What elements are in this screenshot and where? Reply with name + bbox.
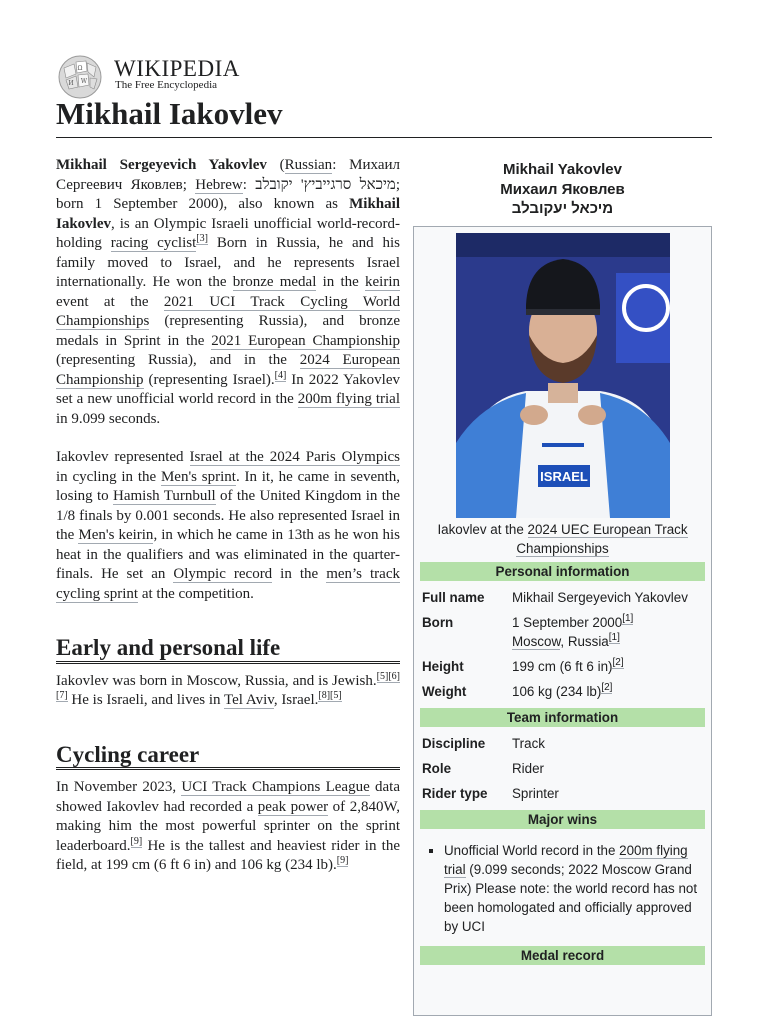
section-heading-cycling-career: Cycling career [56, 745, 400, 771]
text: Iakovlev represented [56, 449, 190, 465]
link-200m-flying-trial[interactable]: 200m flying trial [444, 842, 688, 877]
infobox-caption [430, 520, 695, 558]
value-discipline: Track [512, 735, 545, 751]
link-world-championships[interactable]: 2021 UCI Track Cycling World Championships [56, 293, 400, 329]
value-full-name: Mikhail Sergeyevich Yakovlev [512, 589, 688, 605]
infobox-row-discipline [420, 731, 705, 756]
section-heading-early-life: Early and personal life [56, 638, 400, 664]
infobox-row-role [420, 756, 705, 781]
link-mens-sprint[interactable]: Men's sprint [160, 468, 236, 485]
text: (representing Russia), and bronze medals in Sprint in the [56, 313, 400, 349]
infobox-header-major-wins: Major wins [420, 810, 705, 829]
infobox-row-full-name [420, 585, 705, 610]
text: (representing Israel). [143, 371, 275, 388]
bold-full-name: Mikhail Sergeyevich Yakovlev [56, 157, 267, 173]
text: in cycling in the [56, 468, 161, 485]
page-title: Mikhail Iakovlev [56, 96, 283, 131]
text: Iakovlev was born in Moscow, Russia, and is Jewish. [56, 672, 377, 689]
infobox-header-personal: Personal information [420, 562, 705, 581]
ref-7[interactable]: [7] [56, 690, 68, 701]
ref-3[interactable]: [3] [196, 233, 208, 244]
major-wins-list [420, 841, 705, 936]
label-full-name: Full name [422, 589, 485, 605]
link-hamish-turnbull[interactable]: Hamish Turnbull [113, 488, 216, 504]
ref-5[interactable]: [5] [330, 690, 342, 701]
text: In November 2023, [56, 779, 182, 795]
olympics-paragraph [56, 448, 400, 604]
link-euro-2024[interactable]: 2024 European Championship [56, 352, 400, 388]
infobox-row-rider-type [420, 781, 705, 806]
wikipedia-wordmark[interactable]: WIKIPEDIA [114, 56, 240, 81]
ref-5[interactable]: [5] [376, 670, 389, 682]
wikipedia-tagline: The Free Encyclopedia [115, 79, 218, 91]
infobox-photo[interactable] [456, 233, 670, 518]
text: event at the [56, 293, 164, 310]
ref-4[interactable]: [4] [274, 369, 287, 381]
link-tel-aviv[interactable]: Tel Aviv [224, 692, 274, 708]
value-height [512, 657, 705, 676]
jersey-text: ISRAEL [539, 468, 588, 484]
svg-text:И: И [68, 80, 74, 87]
infobox-header-team: Team information [420, 708, 705, 727]
born-date: 1 September 2000 [512, 614, 623, 630]
link-bronze-medal[interactable]: bronze medal [232, 274, 317, 290]
career-paragraph [56, 778, 400, 876]
ref-9[interactable]: [9] [130, 835, 143, 847]
ref-2[interactable]: [2] [601, 682, 613, 694]
ref-9[interactable]: [9] [336, 855, 349, 866]
value-role: Rider [512, 760, 544, 776]
label-discipline: Discipline [422, 735, 486, 751]
intro-paragraph: Mikhail Sergeyevich Yakovlev (Russian: Михаил Сергеевич Яковлев; Hebrew: מיכאל סרגייביץ' יקובלב; born 1 September 2000), also known as Mikhail Iakovlev, is an Olympic Israeli unofficial world-record-holding racing cyclist[3] Born in Russia, he and his family moved to Israel, and he represents Israel internationally. He won the bronze medal in the keirin event at the 2021 UCI Track Cycling World Championships (representing Russia), and bronze medals in Sprint in the 2021 European Championship (representing Russia), and in the 2024 European Championship (representing Israel).[4] In 2022 Yakovlev set a new unofficial world record in the 200m flying trial in 9.099 seconds. [56, 157, 401, 427]
link-mens-keirin[interactable]: Men's keirin [78, 527, 154, 543]
weight-text: 106 kg (234 lb) [512, 683, 602, 699]
article-body [56, 156, 400, 895]
link-200m-flying-trial[interactable]: 200m flying trial [297, 391, 400, 407]
early-life-paragraph [56, 672, 400, 711]
hebrew-name: מיכאל סרגייביץ' יקובלב [255, 176, 396, 193]
link-keirin[interactable]: keirin [365, 274, 400, 290]
text: of 2,840W, making him the most powerful sprinter on the sprint leaderboard. [56, 798, 400, 854]
link-russian[interactable]: Russian [284, 157, 333, 173]
infobox-row-height [420, 654, 705, 679]
link-olympic-record[interactable]: Olympic record [173, 566, 273, 582]
text: of the United Kingdom in the 1/8 finals by 0.001 seconds. He also represented Israel in the [56, 488, 401, 543]
ref-6[interactable]: [6] [388, 670, 400, 682]
link-euro-2021[interactable]: 2021 European Championship [211, 332, 400, 349]
ref-1[interactable]: [1] [622, 613, 634, 625]
list-item [444, 841, 705, 936]
infobox-row-born [420, 610, 705, 654]
text: Unofficial World record in the [444, 842, 620, 858]
label-role: Role [422, 760, 452, 776]
infobox-frame [413, 226, 712, 1016]
link-racing-cyclist[interactable]: racing cyclist [110, 235, 197, 251]
ref-8[interactable]: [8] [318, 690, 331, 701]
value-born [512, 613, 705, 651]
svg-text:W: W [80, 78, 88, 85]
caption-text: Iakovlev at the [437, 521, 528, 537]
link-peak-power[interactable]: peak power [257, 798, 329, 815]
label-weight: Weight [422, 683, 467, 699]
text: In 2022 Yakovlev set a new unofficial world record in the [56, 371, 400, 407]
text: in 9.099 seconds. [56, 410, 161, 427]
label-height: Height [422, 658, 464, 674]
value-weight [512, 682, 705, 701]
label-born: Born [422, 614, 454, 630]
height-text: 199 cm (6 ft 6 in) [512, 658, 613, 674]
ref-2[interactable]: [2] [612, 657, 624, 669]
text: Born in Russia, he and his family moved to Israel, and he represents Israel internationally. He won the [56, 235, 401, 290]
infobox-name-en: Mikhail Yakovlev [503, 161, 622, 178]
russian-name: Михаил Сергеевич Яковлев [56, 157, 400, 193]
text-born: ; born 1 September 2000), also known as [56, 176, 400, 212]
infobox-name-he: מיכאל יעקובלב [511, 200, 614, 217]
text: He is the tallest and heaviest rider in the field, at 199 cm (6 ft 6 in) and 106 kg (234 lb). [56, 837, 400, 873]
link-israel-paris-2024[interactable]: Israel at the 2024 Paris Olympics [189, 449, 401, 465]
link-uci-champions-league[interactable]: UCI Track Champions League [181, 779, 370, 795]
link-track-cycling-sprint[interactable]: men’s track cycling sprint [56, 566, 400, 602]
svg-text:Ω: Ω [77, 65, 83, 72]
text: . In it, he came in seventh, losing to [56, 468, 401, 504]
infobox [413, 160, 712, 1016]
bold-alias: Mikhail Iakovlev [56, 196, 400, 232]
infobox-name-ru: Михаил Яковлев [500, 180, 625, 198]
text: in the [316, 274, 365, 290]
text: at the competition. [138, 585, 254, 602]
text: in the [272, 566, 327, 582]
text: He is Israeli, and lives in [67, 692, 225, 708]
text: , is an Olympic Israeli unofficial world-record-holding [56, 215, 400, 251]
text: (representing Russia), and in the [56, 352, 300, 368]
wikipedia-globe-logo[interactable] [56, 54, 106, 100]
text: , Israel. [273, 692, 319, 708]
link-hebrew[interactable]: Hebrew [195, 176, 243, 193]
link-uec-2024[interactable]: 2024 UEC European Track Championships [516, 521, 688, 556]
link-moscow[interactable]: Moscow [512, 633, 561, 649]
text: data showed Iakovlev had recorded a [56, 779, 400, 815]
infobox-row-weight [420, 679, 705, 704]
value-rider-type: Sprinter [512, 785, 559, 801]
text: , in which he came in 13th as he won his heat in the qualifiers and was eliminated in the quarter-finals. He set an [56, 527, 401, 582]
text: (9.099 seconds; 2022 Moscow Grand Prix) Please note: the world record has not been homologated and officially approved by UCI [444, 861, 698, 934]
infobox-header-medal-record[interactable]: Medal record [420, 946, 705, 965]
label-rider-type: Rider type [422, 785, 488, 801]
born-place: , Russia [560, 633, 609, 649]
title-divider [56, 137, 712, 138]
ref-1[interactable]: [1] [608, 632, 620, 644]
